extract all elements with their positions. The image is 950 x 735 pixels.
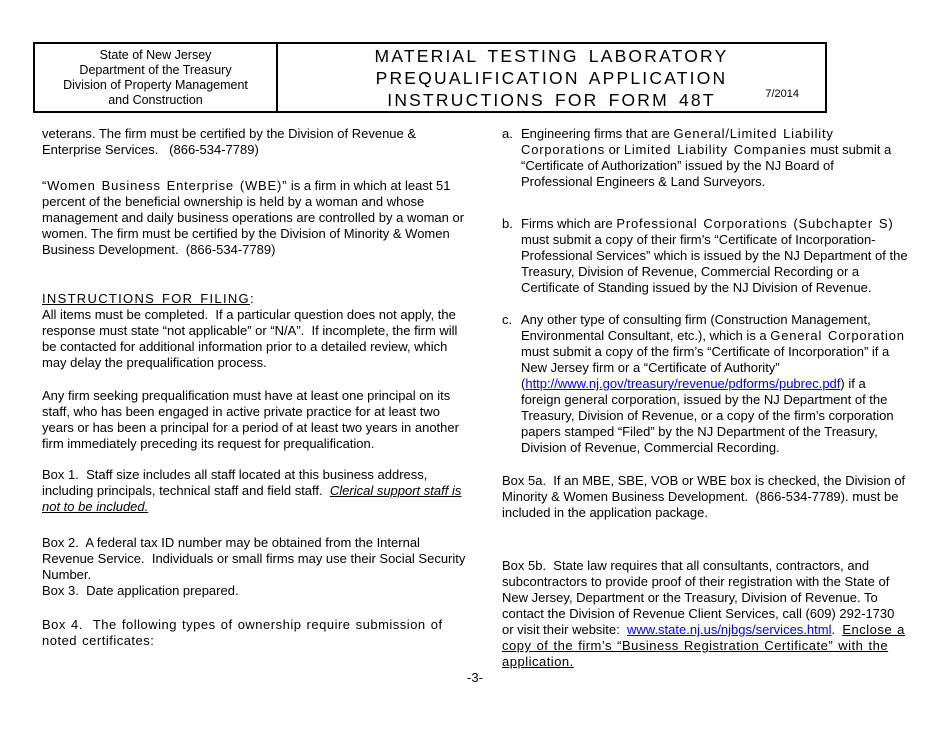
agency-line-4: and Construction [108, 92, 203, 107]
list-marker-b: b. [502, 216, 513, 231]
paragraph-veterans: veterans. The firm must be certified by the Division of Revenue & Enterprise Services. (866-534-7789) [42, 126, 417, 157]
list-body-a [521, 126, 908, 190]
box5b-emphasis: Enclose a copy of the firm’s “Business Registration Certificate” with the application. [502, 622, 905, 669]
list-item-b [502, 216, 908, 296]
paragraph-box5b [502, 558, 908, 670]
services-website-link[interactable]: www.state.nj.us/njbgs/services.html [627, 622, 832, 637]
left-column [42, 126, 466, 649]
paragraph-wbe [42, 178, 466, 258]
paragraph-box3: Box 3. Date application prepared. [42, 583, 239, 598]
right-column [502, 126, 908, 670]
document-title-line-1: MATERIAL TESTING LABORATORY [374, 45, 729, 66]
item-a-term1: General/Limited Liability Corporations [521, 126, 834, 157]
list-body-b [521, 216, 908, 296]
heading-text: INSTRUCTIONS FOR FILING [42, 291, 250, 306]
section-heading-instructions-for-filing [42, 291, 466, 307]
wbe-definition: is a firm in which at least 51 percent of the beneficial ownership is held by a woman and whose management and daily business operations are controlled by a woman or women. The firm must be certified by the Division of Minority & Women Business Development. (866-534-7789) [42, 178, 465, 257]
paragraph-principal-requirement: Any firm seeking prequalification must have at least one principal on its staff, who has been engaged in active private practice for at least two years or has been a principal for a period of at least two years in another firm immediately preceding its request for prequalification. [42, 388, 459, 451]
list-marker-c: c. [502, 312, 513, 327]
item-a-mid: or [605, 142, 624, 157]
item-a-term2: Limited Liability Companies [623, 142, 807, 157]
item-b-term: Professional Corporations (Subchapter S) [616, 216, 894, 231]
revision-date: 7/2014 [765, 88, 799, 100]
box1-emphasis: Clerical support staff is not to be included. [42, 483, 462, 514]
box5b-mid: . [831, 622, 843, 637]
list-marker-a: a. [502, 126, 513, 141]
document-title-line-3: INSTRUCTIONS FOR FORM 48T [387, 89, 716, 110]
item-c-mid: must submit a copy of the firm’s “Certificate of Incorporation” if a New Jersey firm or a “Certificate of Authority” ( [521, 344, 890, 391]
list-item-c [502, 312, 908, 456]
item-b-text: Firms which are [521, 216, 617, 231]
item-b-rest: must submit a copy of their firm’s “Certificate of Incorporation-Professional Services” which is issued by the NJ Department of the Treasury, Division of Revenue, Commercial Recording or a Certificate of Standing issued by the NJ Division of Revenue. [521, 232, 908, 295]
box5b-text: Box 5b. State law requires that all consultants, contractors, and subcontractors to provide proof of their registration with the State of New Jersey, Department or the Treasury, Division of Revenue. To contact the Division of Revenue Client Services, call (609) 292-1730 or visit their website: [502, 558, 895, 637]
item-c-rest: ) if a foreign general corporation, issued by the NJ Department of the Treasury, Division of Revenue, or a copy of the firm’s corporation papers stamped “Filed” by the NJ Department of the Treasury, Division of Revenue, Commercial Recording. [521, 376, 894, 455]
list-body-c [521, 312, 908, 456]
item-a-text: Engineering firms that are [521, 126, 674, 141]
paragraph-box2: Box 2. A federal tax ID number may be obtained from the Internal Revenue Service. Individuals or small firms may use their Social Security Number. [42, 535, 466, 582]
paragraph-box5a: Box 5a. If an MBE, SBE, VOB or WBE box is checked, the Division of Minority & Women Business Development. (866-534-7789). must be included in the application package. [502, 473, 906, 520]
list-item-a [502, 126, 908, 190]
item-c-text: Any other type of consulting firm (Construction Management, Environmental Consultant, etc.), which is a [521, 312, 871, 343]
paragraph-box1 [42, 467, 466, 515]
agency-block [35, 44, 278, 111]
paragraph-all-items: All items must be completed. If a particular question does not apply, the response must state “not applicable” or “N/A”. If incomplete, the firm will be contacted for additional information prior to a detailed review, which may delay the prequalification process. [42, 307, 458, 370]
document-title-line-2: PREQUALIFICATION APPLICATION [375, 67, 728, 88]
pubrec-pdf-link[interactable]: http://www.nj.gov/treasury/revenue/pdforms/pubrec.pdf [525, 376, 841, 391]
paragraph-box4: Box 4. The following types of ownership require submission of noted certificates: [42, 617, 443, 648]
document-header [33, 42, 827, 113]
heading-colon: : [249, 291, 255, 306]
item-a-rest: must submit a “Certificate of Authorization” issued by the NJ Board of Professional Engineers & Land Surveyors. [521, 142, 892, 189]
agency-line-3: Division of Property Management [63, 77, 248, 92]
page-number: -3- [467, 670, 483, 685]
item-c-term: General Corporation [770, 328, 905, 343]
title-block [278, 44, 825, 111]
wbe-term: “Women Business Enterprise (WBE)” [42, 178, 288, 193]
agency-line-1: State of New Jersey [99, 47, 212, 62]
box1-text: Box 1. Staff size includes all staff located at this business address, including principals, technical staff and field staff. [42, 467, 428, 498]
agency-line-2: Department of the Treasury [79, 62, 232, 77]
